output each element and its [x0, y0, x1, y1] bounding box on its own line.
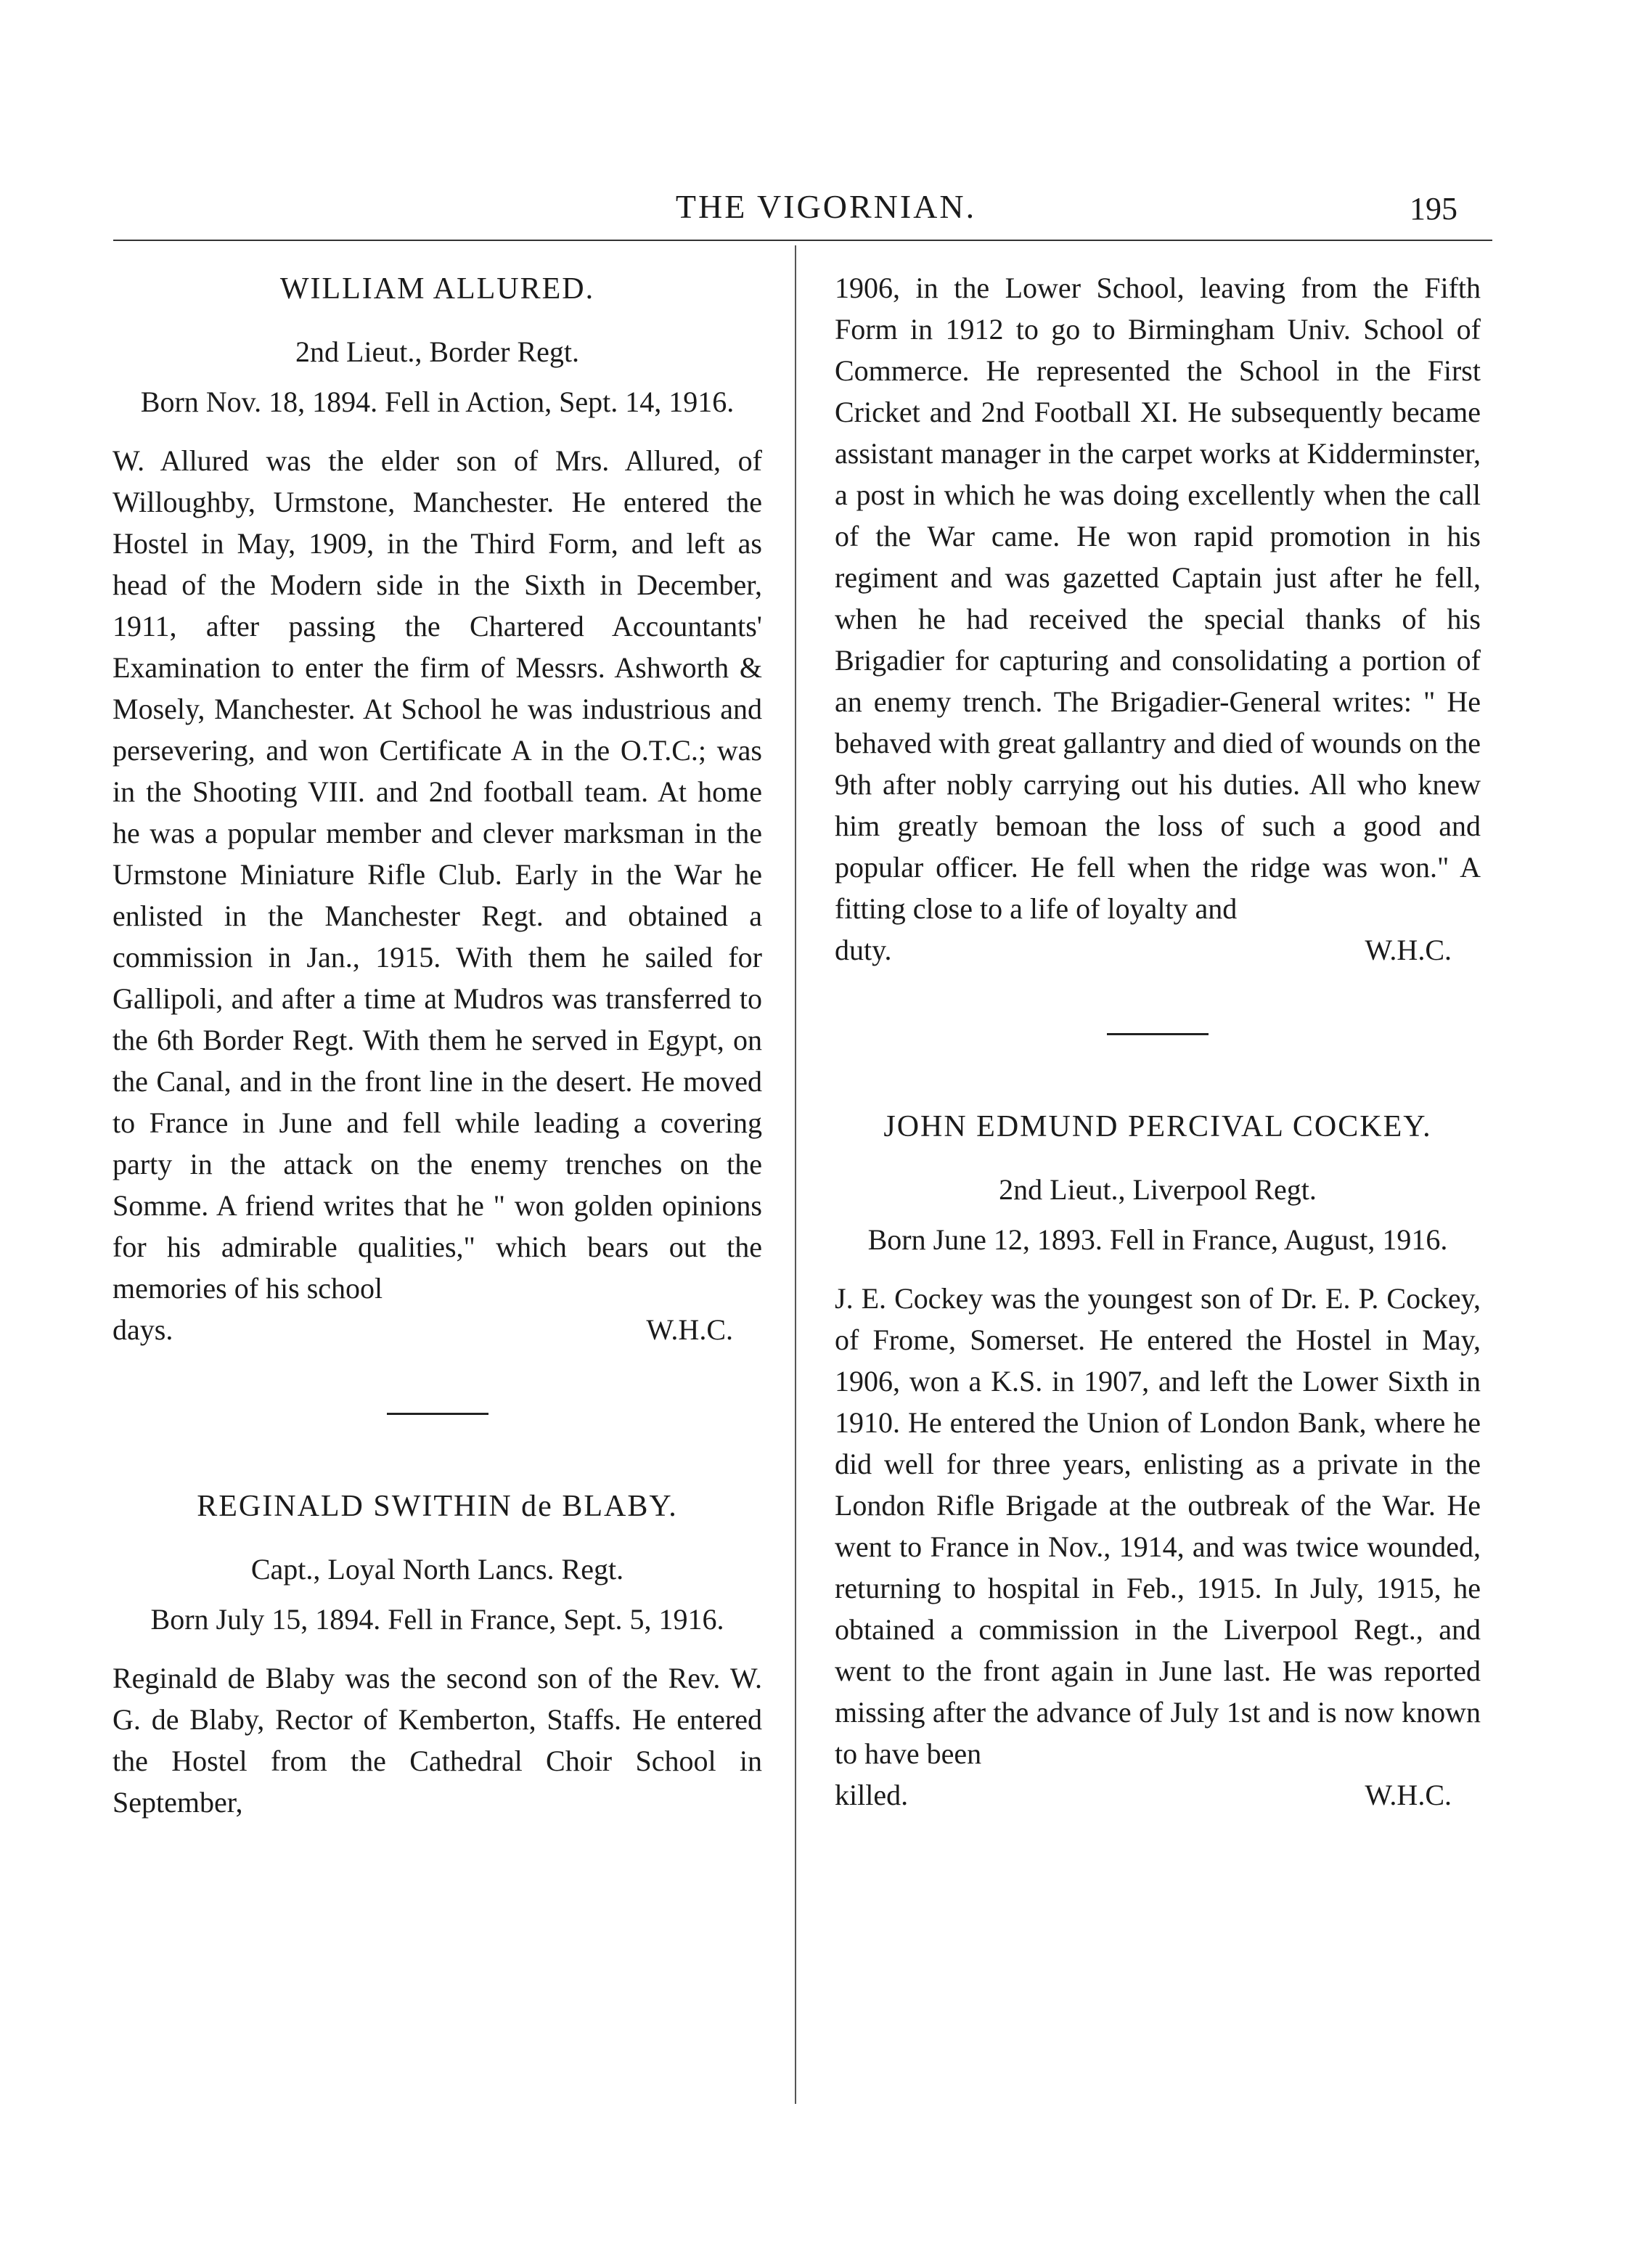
signature-line — [835, 929, 1481, 971]
author-initials: W.H.C. — [1365, 1779, 1452, 1811]
section-separator — [387, 1413, 488, 1415]
obituary-rank: 2nd Lieut., Liverpool Regt. — [999, 1173, 1317, 1206]
obituary-body-continued: 1906, in the Lower School, leaving from the Fifth Form in 1912 to go to Birmingham Univ. School of Commerce. He represented the School in the First Cricket and 2nd Football XI. He subsequently became assistant manager in the carpet works at Kidderminster, a post in which he was doing excellently when the call of the War came. He won rapid promotion in his regiment and was gazetted Captain just after he fell, when he had received the special thanks of his Brigadier for capturing and consolidating a portion of an enemy trench. The Brigadier-General writes: " He behaved with great gallantry and died of wounds on the 9th after nobly carrying out his duties. All who knew him greatly bemoan the loss of such a good and popular officer. He fell when the ridge was won." A fitting close to a life of loyalty and — [835, 272, 1481, 925]
signature-line — [835, 1774, 1481, 1816]
obituary-name: JOHN EDMUND PERCIVAL COCKEY. — [883, 1110, 1432, 1143]
obituary-name: REGINALD SWITHIN de BLABY. — [197, 1490, 678, 1523]
obituary-dates: Born Nov. 18, 1894. Fell in Action, Sept. 14, 1916. — [140, 385, 735, 418]
obituary-rank: 2nd Lieut., Border Regt. — [295, 335, 580, 368]
header-rule — [113, 240, 1492, 241]
closing-word: killed. — [835, 1779, 909, 1811]
closing-word: days. — [113, 1313, 173, 1346]
obituary-rank: Capt., Loyal North Lancs. Regt. — [250, 1553, 624, 1586]
obituary-deblaby-continued — [835, 267, 1481, 971]
running-title: THE VIGORNIAN. — [675, 188, 977, 225]
obituary-dates: Born July 15, 1894. Fell in France, Sept. 5, 1916. — [150, 1603, 724, 1636]
closing-word: duty. — [835, 934, 892, 966]
author-initials: W.H.C. — [646, 1313, 733, 1346]
obituary-allured — [113, 267, 762, 1350]
obituary-deblaby — [113, 1485, 762, 1823]
right-column — [835, 267, 1481, 1816]
signature-line — [113, 1309, 762, 1350]
page-number: 195 — [1410, 191, 1457, 227]
obituary-name: WILLIAM ALLURED. — [279, 272, 595, 306]
section-separator — [1107, 1033, 1209, 1035]
obituary-body: J. E. Cockey was the youngest son of Dr. E. P. Cockey, of Frome, Somerset. He entered the Hostel in May, 1906, won a K.S. in 1907, and left the Lower Sixth in 1910. He entered the Union of London Bank, where he did well for three years, enlisting as a private in the London Rifle Brigade at the outbreak of the War. He went to France in Nov., 1914, and was twice wounded, returning to hospital in Feb., 1915. In July, 1915, he obtained a commission in the Liverpool Regt., and went to the front again in June last. He was reported missing after the advance of July 1st and is now known to have been — [835, 1282, 1481, 1770]
obituary-dates: Born June 12, 1893. Fell in France, August, 1916. — [867, 1223, 1448, 1256]
column-divider — [795, 245, 796, 2104]
obituary-cockey — [835, 1105, 1481, 1816]
obituary-body: Reginald de Blaby was the second son of the Rev. W. G. de Blaby, Rector of Kemberton, Staffs. He entered the Hostel from the Cathedral Choir School in September, — [113, 1662, 762, 1819]
left-column — [113, 267, 762, 1823]
obituary-body: W. Allured was the elder son of Mrs. Allured, of Willoughby, Urmstone, Manchester. He entered the Hostel in May, 1909, in the Third Form, and left as head of the Modern side in the Sixth in December, 1911, after passing the Chartered Accountants' Examination to enter the firm of Messrs. Ashworth & Mosely, Manchester. At School he was industrious and persevering, and won Certificate A in the O.T.C.; was in the Shooting VIII. and 2nd football team. At home he was a popular member and clever marksman in the Urmstone Miniature Rifle Club. Early in the War he enlisted in the Manchester Regt. and obtained a commission in Jan., 1915. With them he sailed for Gallipoli, and after a time at Mudros was transferred to the 6th Border Regt. With them he served in Egypt, on the Canal, and in the front line in the desert. He moved to France in June and fell while leading a covering party in the attack on the enemy trenches on the Somme. A friend writes that he " won golden opinions for his admirable qualities," which bears out the memories of his school — [113, 444, 762, 1305]
author-initials: W.H.C. — [1365, 934, 1452, 966]
